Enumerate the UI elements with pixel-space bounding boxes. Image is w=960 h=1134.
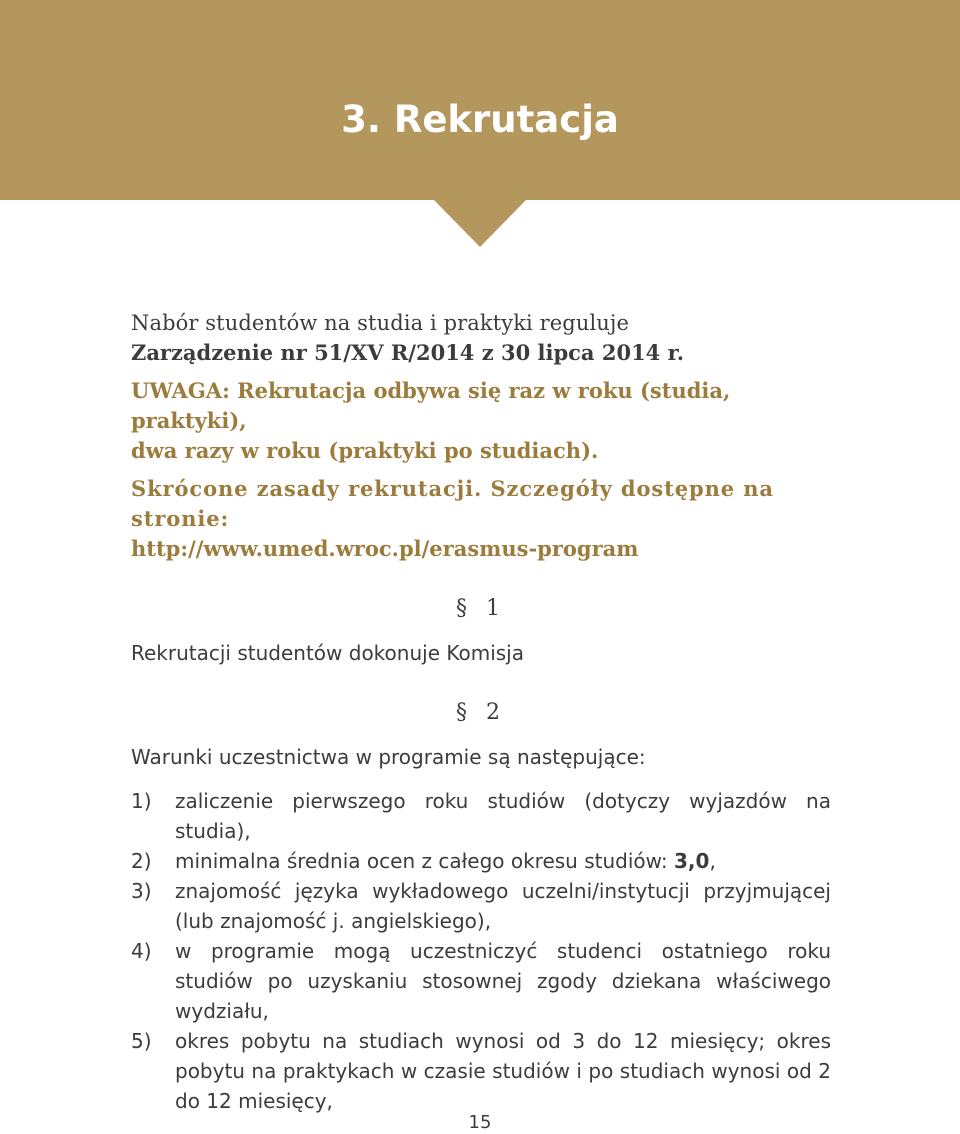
page-content <box>131 308 831 1116</box>
warning-line-1: UWAGA: Rekrutacja odbywa się raz w roku (studia, praktyki), <box>131 378 731 433</box>
regulation-reference: Zarządzenie nr 51/XV R/2014 z 30 lipca 2014 r. <box>131 340 685 365</box>
list-item-number: 5) <box>131 1029 152 1053</box>
list-item-text: zaliczenie pierwszego roku studiów (dotyczy wyjazdów na studia), <box>175 789 831 843</box>
header-arrow-decoration <box>433 199 527 247</box>
list-item-text-container <box>175 846 831 876</box>
list-item-text: minimalna średnia ocen z całego okresu studiów: <box>175 849 675 873</box>
warning-line-2: dwa razy w roku (praktyki po studiach). <box>131 438 599 463</box>
list-item <box>131 846 831 876</box>
minimum-grade-value: 3,0 <box>674 849 710 873</box>
conditions-list <box>131 786 831 1116</box>
intro-line: Nabór studentów na studia i praktyki reguluje <box>131 311 630 335</box>
section-mark-2: § 2 <box>456 700 506 725</box>
list-item-text: okres pobytu na studiach wynosi od 3 do 12 miesięcy; okres pobytu na praktykach w czasie studiów i po studiach wynosi od 2 do 12 miesięcy, <box>175 1029 831 1113</box>
list-item-number: 1) <box>131 789 152 813</box>
page-number: 15 <box>468 1112 492 1133</box>
list-item-number: 2) <box>131 849 152 873</box>
section-2-text: Warunki uczestnictwa w programie są następujące: <box>131 745 646 769</box>
list-item-number: 4) <box>131 939 152 963</box>
chapter-title: 3. Rekrutacja <box>341 98 619 141</box>
list-item <box>131 936 831 1026</box>
list-item-number: 3) <box>131 879 152 903</box>
list-item <box>131 876 831 936</box>
list-item-suffix: , <box>709 849 716 873</box>
list-item-text: znajomość języka wykładowego uczelni/instytucji przyjmującej (lub znajomość j. angielskiego), <box>175 879 831 933</box>
section-mark-1: § 1 <box>456 596 506 621</box>
section-1-text: Rekrutacji studentów dokonuje Komisja <box>131 641 524 665</box>
list-item <box>131 786 831 846</box>
details-note: Skrócone zasady rekrutacji. Szczegóły dostępne na stronie: <box>131 476 774 531</box>
list-item-text: w programie mogą uczestniczyć studenci ostatniego roku studiów po uzyskaniu stosownej zgody dziekana właściwego wydziału, <box>175 939 831 1023</box>
list-item <box>131 1026 831 1116</box>
program-url[interactable]: http://www.umed.wroc.pl/erasmus-program <box>131 536 639 561</box>
